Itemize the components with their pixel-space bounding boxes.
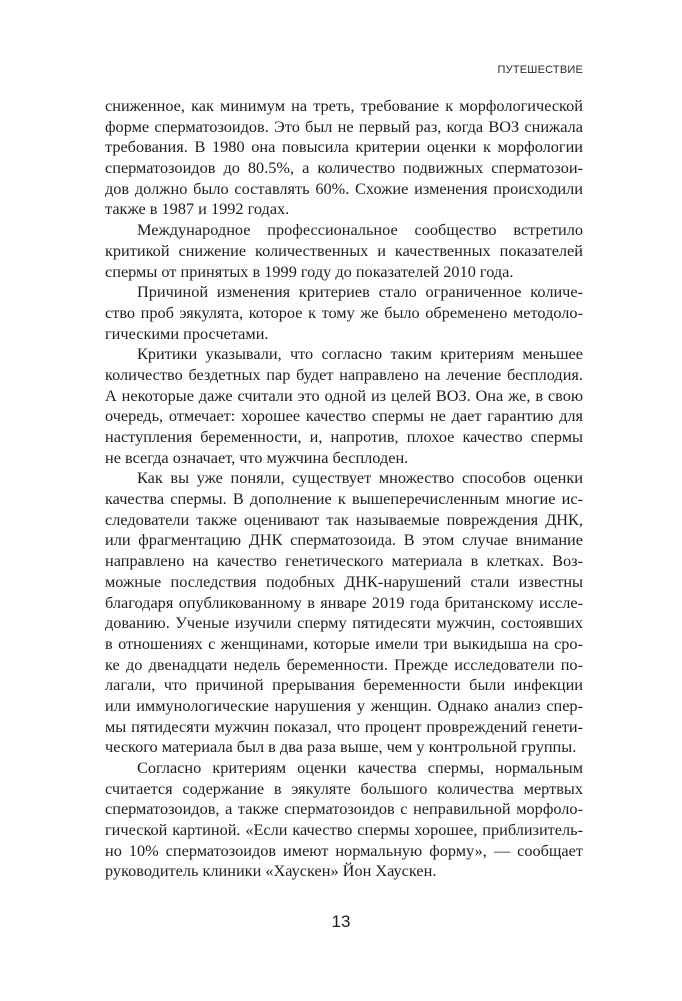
running-head: ПУТЕШЕСТВИЕ — [497, 64, 583, 76]
paragraph — [105, 282, 583, 344]
text-line: Причиной изменения критериев стало ограниченное количе- — [137, 282, 583, 302]
paragraph — [105, 468, 583, 758]
text-line: Согласно критериям оценки качества спермы, нормальным — [137, 758, 583, 777]
text-line: очередь, отмечает: хорошее качество спермы не дает гарантию для — [105, 406, 583, 426]
text-line: Как вы уже поняли, существует множество способов оценки — [137, 468, 583, 488]
text-line: Международное профессиональное сообщество встретило — [137, 220, 583, 240]
paragraph — [105, 344, 583, 468]
text-line: Критики указывали, что согласно таким критериям меньшее — [137, 344, 583, 364]
text-line: благодаря опубликованному в январе 2019 года британскому иссле- — [105, 592, 583, 612]
text-line: требования. В 1980 она повысила критерии оценки к морфологии — [105, 137, 583, 157]
text-line: сниженное, как минимум на треть, требование к морфологической — [105, 96, 583, 115]
text-line: не всегда означает, что мужчина бесплоден. — [105, 447, 409, 467]
text-line: ческого материала был в два раза выше, чем у контрольной группы. — [105, 737, 577, 757]
text-line: можные последствия подобных ДНК-нарушений стали известны — [105, 571, 583, 591]
text-line: количество бездетных пар будет направлено на лечение бесплодия. — [105, 364, 583, 384]
text-line: в отношениях с женщинами, которые имели три выкидыша на сро- — [105, 633, 583, 653]
paragraph — [105, 96, 583, 220]
body-text — [105, 96, 583, 882]
text-line: но 10% сперматозоидов имеют нормальную форму», — сообщает — [105, 840, 583, 860]
text-line: ке до двенадцати недель беременности. Прежде исследователи по- — [105, 654, 583, 674]
text-line: спермы от принятых в 1999 году до показателей 2010 года. — [105, 261, 514, 281]
text-line: сперматозоидов, а также сперматозоидов с неправильной морфоло- — [105, 799, 583, 819]
text-line: дованию. Ученые изучили сперму пятидесяти мужчин, состоявших — [105, 613, 583, 633]
text-line: гической картиной. «Если качество спермы хорошее, приблизитель- — [105, 820, 583, 840]
paragraph — [105, 758, 583, 882]
text-line: гическими просчетами. — [105, 323, 269, 343]
text-line: считается содержание в эякуляте большого количества мертвых — [105, 778, 583, 798]
text-line: форме сперматозоидов. Это был не первый раз, когда ВОЗ снижала — [105, 116, 583, 136]
text-line: критикой снижение количественных и качественных показателей — [105, 240, 583, 260]
paragraph — [105, 220, 583, 282]
text-line: также в 1987 и 1992 годах. — [105, 199, 290, 219]
text-line: ство проб эякулята, которое к тому же было обременено методоло- — [105, 302, 583, 322]
text-line: или иммунологические нарушения у женщин. Однако анализ спер- — [105, 695, 583, 715]
text-line: или фрагментацию ДНК сперматозоида. В этом случае внимание — [105, 530, 583, 550]
text-line: мы пятидесяти мужчин показал, что процент провреждений генети- — [105, 716, 583, 736]
text-line: наступления беременности, и, напротив, плохое качество спермы — [105, 427, 583, 446]
text-line: дов должно было составлять 60%. Схожие изменения происходили — [105, 178, 583, 198]
text-line: сперматозоидов до 80.5%, а количество подвижных сперматозои- — [105, 158, 583, 178]
text-line: руководитель клиники «Хаускен» Йон Хаускен. — [105, 861, 437, 881]
text-line: следователи также оценивают так называемые повреждения ДНК, — [105, 509, 583, 529]
page-number: 13 — [331, 912, 351, 931]
text-line: А некоторые даже считали это одной из целей ВОЗ. Она же, в свою — [105, 385, 583, 405]
text-line: направлено на качество генетического материала в клетках. Воз- — [105, 551, 583, 571]
text-line: качества спермы. В дополнение к вышеперечисленным многие ис- — [105, 489, 583, 509]
text-line: лагали, что причиной прерывания беременности были инфекции — [105, 675, 583, 695]
